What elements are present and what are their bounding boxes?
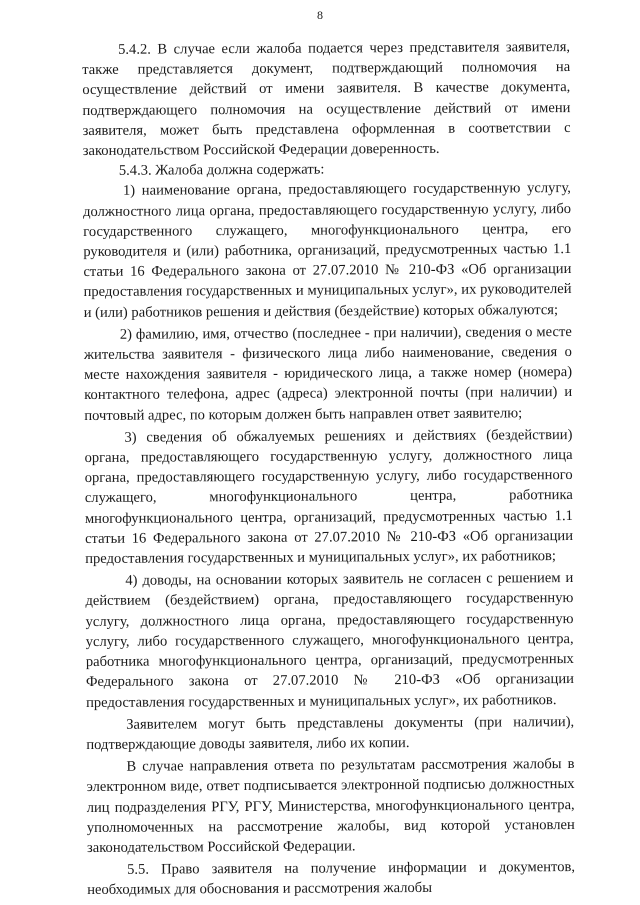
paragraph-5-4-3: 5.4.3. Жалоба должна содержать:	[118, 161, 325, 179]
paragraph-documents: Заявителем могут быть представлены документы (при наличии), подтверждающие доводы заявителя, либо их копии.	[86, 713, 575, 753]
paragraph-5-5: 5.5. Право заявителя на получение информации и документов, необходимых для обоснования и рассмотрения жалобы	[87, 859, 576, 899]
paragraph-electronic-reply: В случае направления ответа по результатам рассмотрения жалобы в электронном виде, ответ подписывается электронной подписью должностных лиц подразделения РГУ, РГУ, Министерства, многофункционального центра, уполномоченных на рассмотрение жалобы, вид которой установлен законодательством Российской Федерации.	[86, 756, 575, 856]
list-item-1: 1) наименование органа, предоставляющего государственную услугу, должностного лица органа, предоставляющего государственную услугу, либо государственного служащего, многофункционального центра, его руководителя и (или) работника, организаций, предусмотренных частью 1.1 статьи 16 Федерального закона от 27.07.2010 № 210-ФЗ «Об организации предоставления государственных и муниципальных услуг», их руководителей и (или) работников решения и действия (бездействие) которых обжалуются;	[82, 180, 572, 321]
list-item-3: 3) сведения об обжалуемых решениях и действиях (бездействии) органа, предоставляющего государственную услугу, должностного лица органа, предоставляющего государственную услугу, либо государственного служащего, многофункционального центра, работника многофункционального центра, организаций, предусмотренных частью 1.1 статьи 16 Федерального закона от 27.07.2010 № 210-ФЗ «Об организации предоставления государственных и муниципальных услуг», их работников;	[84, 426, 574, 568]
list-item-4: 4) доводы, на основании которых заявитель не согласен с решением и действием (бездействием) органа, предоставляющего государственную услугу, должностного лица органа, предоставляющего государственную услугу, либо государственного служащего, многофункционального центра, работника многофункционального центра, организаций, предусмотренных Федерального закона от 27.07.2010 № 210-ФЗ «Об организации предоставления государственных и муниципальных услуг», их работников.	[85, 570, 574, 711]
document-body	[82, 37, 575, 900]
list-item-2: 2) фамилию, имя, отчество (последнее - при наличии), сведения о месте жительства заявителя - физического лица либо наименование, сведения о месте нахождения заявителя - юридического лица, а также номер (номера) контактного телефона, адрес (адреса) электронной почты (при наличии) и почтовый адрес, по которым должен быть направлен ответ заявителю;	[83, 323, 573, 424]
paragraph-5-4-2: 5.4.2. В случае если жалоба подается через представителя заявителя, также представляется документ, подтверждающий полномочия на осуществление действий от имени заявителя. В качестве документа, подтверждающего полномочия на осуществление действий от имени заявителя, может быть представлена оформленная в соответствии с законодательством Российской Федерации доверенность.	[82, 39, 571, 160]
page-number: 8	[317, 8, 323, 22]
